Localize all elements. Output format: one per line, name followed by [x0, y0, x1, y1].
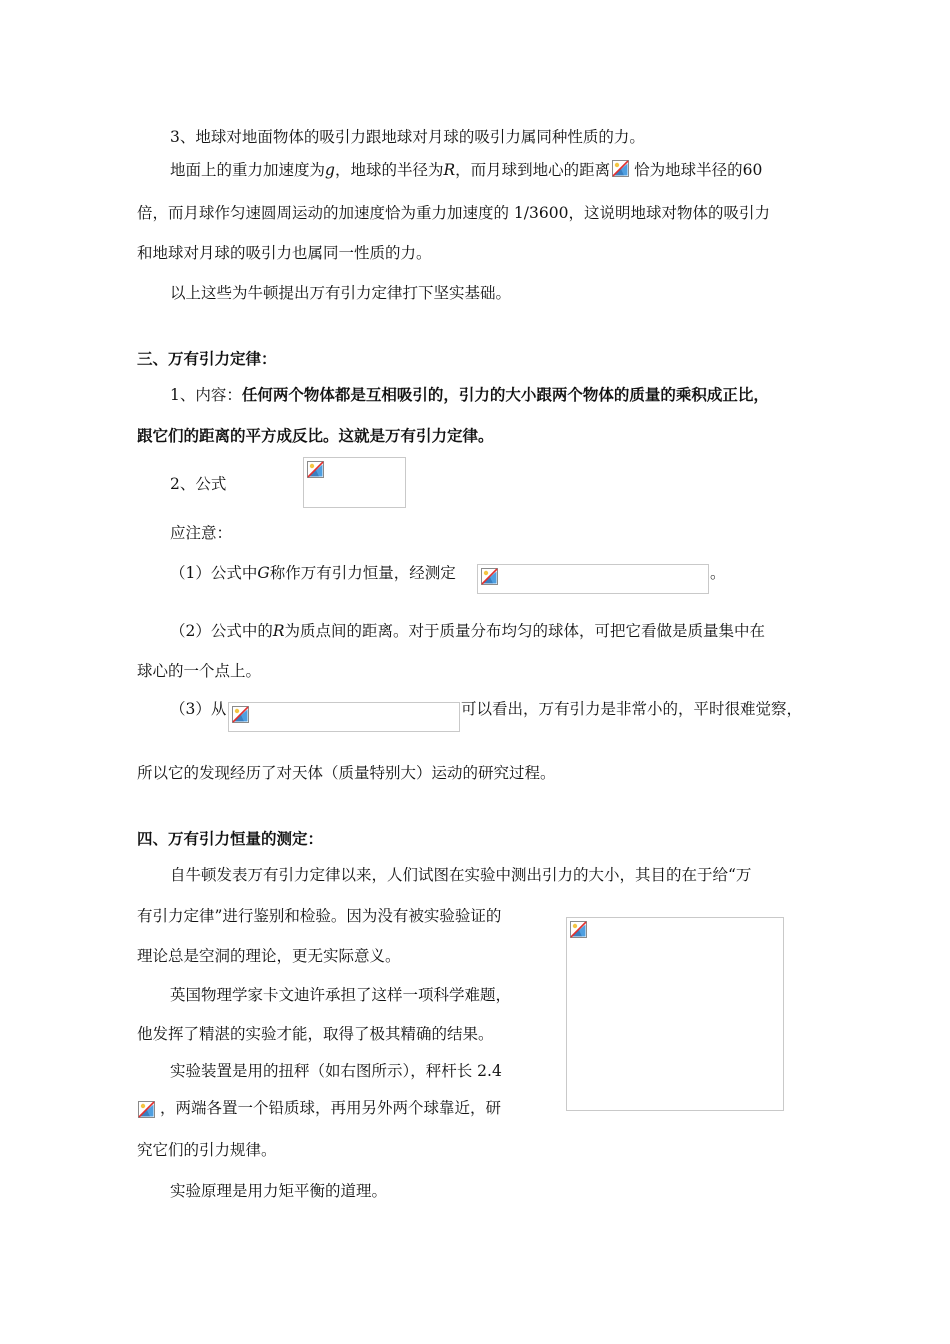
note-2-line-2: 球心的一个点上。: [137, 662, 262, 680]
cavendish-line-7: ，两端各置一个铅质球，再用另外两个球靠近，研: [160, 1099, 502, 1117]
symbol-G: G: [257, 564, 270, 582]
law-content-line-2: 跟它们的距离的平方成反比。这就是万有引力定律。: [137, 426, 494, 445]
image-placeholder-icon: [612, 160, 629, 177]
gravitation-formula-image: [303, 457, 406, 508]
image-placeholder-icon: [307, 461, 324, 478]
note-3-line-2: 所以它的发现经历了对天体（质量特别大）运动的研究过程。: [137, 764, 556, 782]
distance-symbol-image: [610, 158, 634, 180]
formula-label: 2、公式: [170, 475, 227, 493]
image-placeholder-icon: [570, 921, 587, 938]
paragraph-3: 3、地球对地面物体的吸引力跟地球对月球的吸引力属同种性质的力。: [170, 128, 645, 146]
section-3-heading: 三、万有引力定律：: [137, 349, 277, 368]
note-1-period: 。: [710, 564, 726, 582]
cavendish-line-2: 有引力定律”进行鉴别和检验。因为没有被实验验证的: [137, 907, 502, 925]
image-placeholder-icon: [138, 1101, 155, 1118]
cavendish-line-1: 自牛顿发表万有引力定律以来，人们试图在实验中测出引力的大小，其目的在于给“万: [170, 866, 752, 884]
paragraph-4-line-3: 和地球对月球的吸引力也属同一性质的力。: [137, 244, 432, 262]
section-4-heading: 四、万有引力恒量的测定：: [137, 829, 324, 848]
symbol-R: R: [443, 161, 456, 179]
gravitational-constant-value-image: [477, 564, 709, 594]
paragraph-4-line-1: 地面上的重力加速度为g，地球的半径为R，而月球到地心的距离 恰为地球半径的60: [170, 158, 762, 181]
note-3-prefix: （3）从: [170, 700, 227, 718]
cavendish-line-3: 理论总是空洞的理论，更无实际意义。: [137, 947, 401, 965]
note-1: （1）公式中G称作万有引力恒量，经测定: [170, 564, 456, 582]
torsion-balance-figure: [566, 917, 784, 1111]
law-content-line-1: 1、内容：任何两个物体都是互相吸引的，引力的大小跟两个物体的质量的乘积成正比，: [170, 385, 769, 404]
cavendish-line-5: 他发挥了精湛的实验才能，取得了极其精确的结果。: [137, 1025, 494, 1043]
image-placeholder-icon: [232, 706, 249, 723]
note-label: 应注意：: [170, 524, 233, 542]
cavendish-line-8: 究它们的引力规律。: [137, 1141, 277, 1159]
note-3-line-1: 可以看出，万有引力是非常小的，平时很难觉察，: [461, 700, 803, 718]
paragraph-4-line-2: 倍，而月球作匀速圆周运动的加速度恰为重力加速度的 1/3600，这说明地球对物体的吸引力: [137, 204, 770, 222]
image-placeholder-icon: [481, 568, 498, 585]
unit-symbol-image: [137, 1100, 158, 1121]
cavendish-line-9: 实验原理是用力矩平衡的道理。: [170, 1182, 388, 1200]
cavendish-line-4: 英国物理学家卡文迪许承担了这样一项科学难题，: [170, 986, 512, 1004]
paragraph-5: 以上这些为牛顿提出万有引力定律打下坚实基础。: [170, 284, 512, 302]
cavendish-line-6: 实验装置是用的扭秤（如右图所示），秤杆长 2.4: [170, 1062, 502, 1080]
symbol-R-2: R: [272, 622, 285, 640]
note-2-line-1: （2）公式中的R为质点间的距离。对于质量分布均匀的球体，可把它看做是质量集中在: [170, 622, 766, 640]
symbol-g: g: [325, 161, 335, 179]
gravitation-example-image: [228, 702, 460, 732]
